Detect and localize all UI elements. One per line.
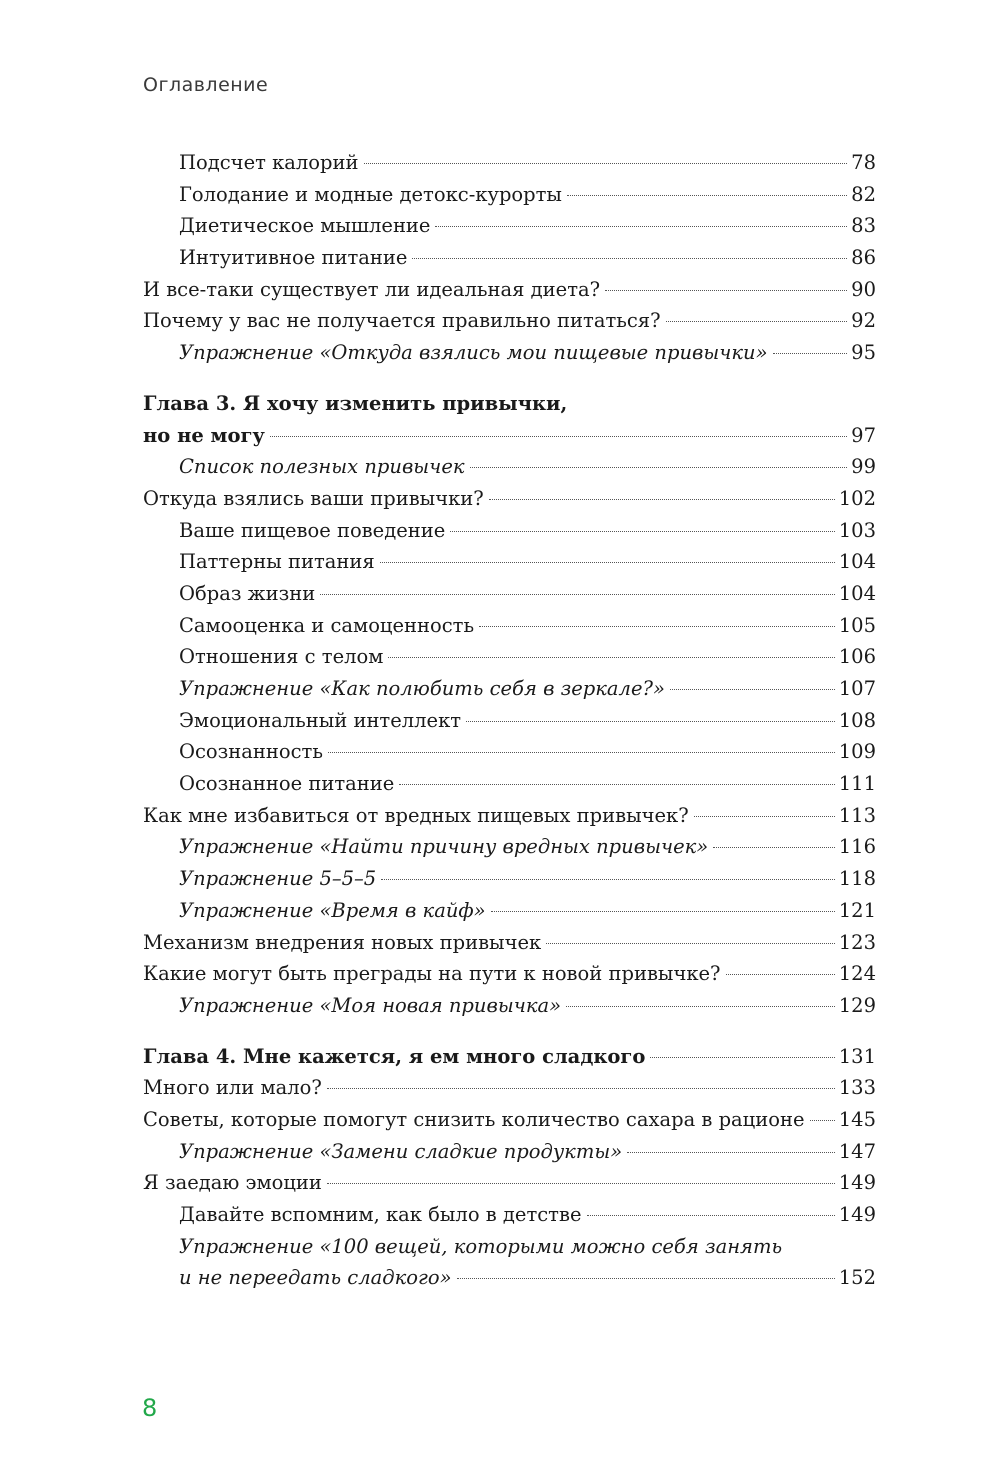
toc-entry [143,210,876,242]
toc-entry-title: Упражнение «Замени сладкие продукты» [179,1139,623,1163]
dot-leader [567,195,847,196]
toc-entry-page: 129 [838,993,876,1017]
toc-entry-page: 99 [851,455,876,479]
toc-entry-title: Список полезных привычек [179,455,465,479]
toc-entry-title: Упражнение «100 вещей, которыми можно себя занять [179,1234,783,1258]
dot-leader [627,1152,835,1153]
toc-entry-page: 107 [838,677,876,700]
toc-entry-page: 149 [838,1203,876,1226]
toc-entry-page: 78 [851,151,876,174]
dot-leader [587,1215,835,1216]
toc-entry [143,179,876,211]
dot-leader [388,657,834,658]
dot-leader [694,816,835,817]
toc-entry-title: Осознанное питание [179,772,395,796]
toc-entry-title: Эмоциональный интеллект [179,708,462,732]
dot-leader [489,499,835,500]
dot-leader [380,562,835,563]
toc-entry-title: Давайте вспомним, как было в детстве [179,1203,582,1226]
toc-entry-title: Ваше пищевое поведение [179,518,446,542]
dot-leader [328,752,835,753]
toc-entry-title: Механизм внедрения новых привычек [143,930,542,954]
toc-entry [143,927,876,959]
toc-entry-title: Я заедаю эмоции [143,1171,322,1195]
dot-leader [666,321,848,322]
toc-entry-title: Диетическое мышление [179,214,431,238]
page-number: 8 [142,1394,158,1422]
toc-entry [143,578,876,610]
toc-entry-page: 105 [838,613,876,637]
toc-entry [143,1262,876,1294]
dot-leader [726,974,835,975]
toc-entry-title: Упражнение 5–5–5 [179,867,377,891]
running-head: Оглавление [143,74,269,96]
toc-entry [143,831,876,863]
toc-entry-page: 97 [851,423,876,447]
toc-entry [143,483,876,515]
toc-entry [143,242,876,274]
toc-entry-title: Голодание и модные детокс-курорты [179,182,562,206]
toc-entry-title: Упражнение «Как полюбить себя в зеркале?» [179,677,665,700]
toc-entry-title: Осознанность [179,740,323,764]
toc-entry [143,515,876,547]
toc-entry-page: 86 [851,246,876,270]
toc-entry [143,305,876,337]
toc-entry [143,337,876,369]
toc-entry-title: Какие могут быть преграды на пути к новой привычке? [143,962,721,986]
dot-leader [670,689,835,690]
toc-entry-page: 92 [851,309,876,333]
toc-entry-page: 83 [851,214,876,238]
toc-entry-page: 111 [838,772,876,796]
toc-entry [143,420,876,452]
toc-entry-title: Как мне избавиться от вредных пищевых привычек? [143,803,689,827]
toc-entry-page: 82 [851,182,876,206]
dot-leader [605,290,847,291]
toc-entry-page: 116 [838,835,876,859]
toc-entry-title: Упражнение «Откуда взялись мои пищевые привычки» [179,341,768,365]
toc-entry [143,958,876,990]
toc-entry-page: 109 [838,740,876,764]
toc-entry [143,1104,876,1136]
toc-entry-title: Отношения с телом [179,645,384,669]
toc-entry-page: 123 [838,930,876,954]
dot-leader [399,784,834,785]
dot-leader [491,911,835,912]
dot-leader [327,1183,835,1184]
toc-entry-page: 106 [838,645,876,669]
dot-leader [810,1120,835,1121]
dot-leader [479,626,835,627]
toc-entry-title: но не могу [143,423,265,447]
toc-entry-title: Интуитивное питание [179,246,408,270]
toc-entry-page: 149 [838,1171,876,1195]
dot-leader [381,879,835,880]
toc-entry-page: 145 [838,1107,876,1131]
dot-leader [566,1006,835,1007]
toc-entry-title: Упражнение «Моя новая привычка» [179,993,562,1017]
toc-entry-page: 124 [838,962,876,986]
toc-entry-page: 90 [851,277,876,301]
toc-entry [143,147,876,179]
toc-entry-title: Советы, которые помогут снизить количество сахара в рационе [143,1107,805,1131]
toc-entry-page: 103 [838,518,876,542]
toc-entry-title: Упражнение «Время в кайф» [179,898,486,922]
toc-entry-page: 108 [838,708,876,732]
toc-entry [143,705,876,737]
toc-entry-page: 147 [838,1139,876,1163]
toc-entry [143,641,876,673]
dot-leader [546,943,835,944]
toc-entry-page: 131 [838,1044,876,1068]
toc-entry-page: 113 [838,803,876,827]
dot-leader [713,847,835,848]
toc-entry-title: и не переедать сладкого» [179,1266,452,1290]
dot-leader [457,1278,835,1279]
dot-leader [320,594,835,595]
toc-entry [143,1041,876,1073]
toc-entry-title: Паттерны питания [179,550,375,574]
toc-entry-title: Откуда взялись ваши привычки? [143,486,484,510]
toc-entry [143,895,876,927]
toc-entry [143,673,876,705]
toc-entry [143,863,876,895]
dot-leader [650,1057,834,1058]
dot-leader [327,1088,835,1089]
toc-entry-title: Подсчет калорий [179,151,359,174]
dot-leader [466,721,835,722]
toc-entry [143,451,876,483]
dot-leader [412,258,847,259]
toc-entry [143,990,876,1022]
dot-leader [450,531,834,532]
dot-leader [435,226,847,227]
toc-entry-title: Образ жизни [179,581,316,605]
toc-entry-title: Много или мало? [143,1076,322,1100]
toc-entry-page: 102 [838,486,876,510]
toc-entry-page: 104 [838,550,876,574]
toc-entry [143,1199,876,1231]
dot-leader [470,467,848,468]
toc-entry-title: Глава 3. Я хочу изменить привычки, [143,391,568,415]
toc-entry [143,1231,876,1263]
toc-entry-page: 95 [851,341,876,365]
toc-entry [143,1167,876,1199]
toc-entry-page: 104 [838,581,876,605]
dot-leader [773,353,848,354]
toc-entry-title: Глава 4. Мне кажется, я ем много сладкого [143,1044,646,1068]
toc-entry-page: 121 [838,898,876,922]
toc-entry [143,1136,876,1168]
dot-leader [270,436,847,437]
toc-entry [143,388,876,420]
toc-entry [143,1072,876,1104]
toc-entry-title: Самооценка и самоценность [179,613,475,637]
toc-entry [143,736,876,768]
toc-entry [143,274,876,306]
toc-entry-title: И все-таки существует ли идеальная диета? [143,277,601,301]
toc-entry-page: 152 [838,1266,876,1290]
toc-entry [143,768,876,800]
toc-entry-page: 133 [838,1076,876,1100]
dot-leader [364,163,848,164]
toc-entry-title: Почему у вас не получается правильно питаться? [143,309,661,333]
toc-entry [143,800,876,832]
toc-entry [143,610,876,642]
toc-entry-title: Упражнение «Найти причину вредных привычек» [179,835,709,859]
toc-entry [143,546,876,578]
toc-entry-page: 118 [838,867,876,891]
table-of-contents [143,147,876,1294]
